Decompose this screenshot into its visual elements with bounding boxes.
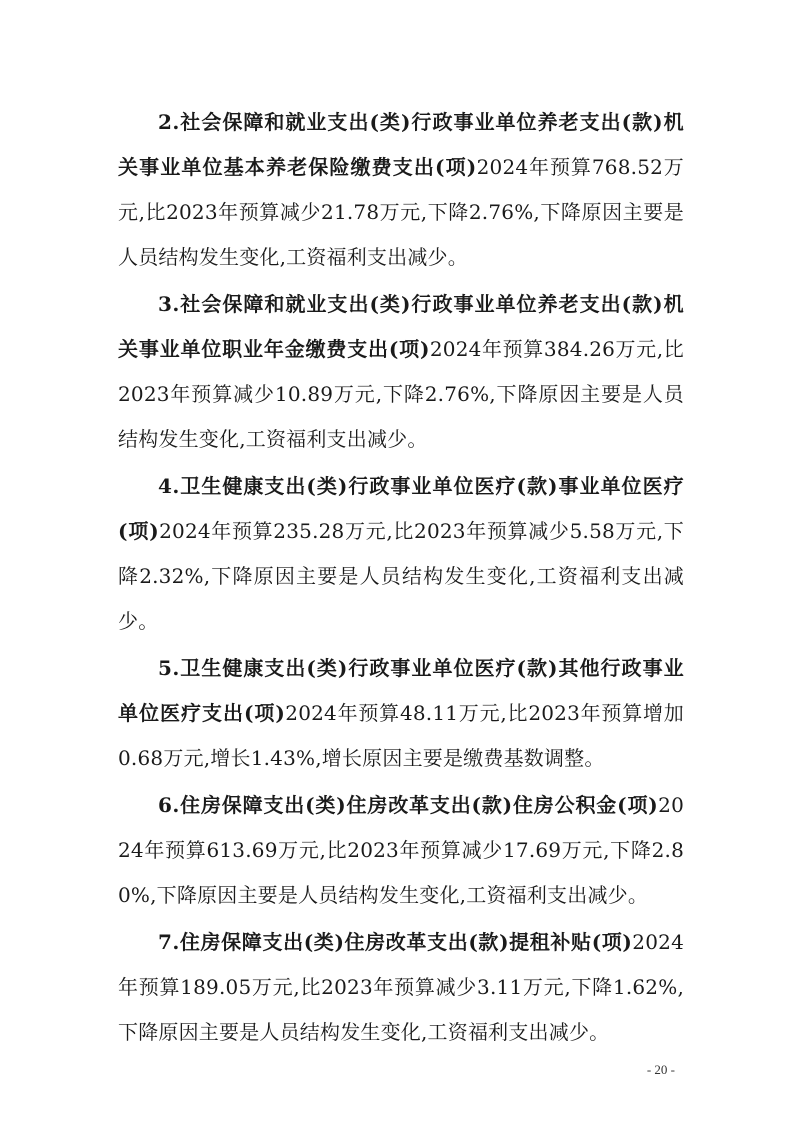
paragraph-text: 2024年预算189.05万元,比2023年预算减少3.11万元,下降1.62%,下降原因主要是人员结构发生变化,工资福利支出减少。 — [118, 930, 684, 1044]
paragraph-item-3 — [118, 282, 684, 462]
paragraph-heading: 2.社会保障和就业支出(类)行政事业单位养老支出(款)机关事业单位基本养老保险缴费支出(项) — [118, 110, 684, 179]
paragraph-text: 2024年预算613.69万元,比2023年预算减少17.69万元,下降2.80%,下降原因主要是人员结构发生变化,工资福利支出减少。 — [118, 793, 684, 907]
page-number: - 20 - — [646, 1062, 675, 1077]
paragraph-heading: 3.社会保障和就业支出(类)行政事业单位养老支出(款)机关事业单位职业年金缴费支出(项) — [118, 292, 684, 361]
paragraph-heading: 5.卫生健康支出(类)行政事业单位医疗(款)其他行政事业单位医疗支出(项) — [118, 656, 684, 725]
paragraph-item-2 — [118, 100, 684, 280]
paragraph-heading: 4.卫生健康支出(类)行政事业单位医疗(款)事业单位医疗(项) — [118, 474, 684, 543]
paragraph-item-5 — [118, 646, 684, 781]
paragraph-text: 2024年预算384.26万元,比2023年预算减少10.89万元,下降2.76%,下降原因主要是人员结构发生变化,工资福利支出减少。 — [118, 337, 685, 451]
paragraph-text: 2024年预算48.11万元,比2023年预算增加0.68万元,增长1.43%,增长原因主要是缴费基数调整。 — [118, 701, 684, 770]
paragraph-item-4 — [118, 464, 684, 644]
paragraph-text: 2024年预算235.28万元,比2023年预算减少5.58万元,下降2.32%,下降原因主要是人员结构发生变化,工资福利支出减少。 — [118, 519, 684, 633]
paragraph-heading: 7.住房保障支出(类)住房改革支出(款)提租补贴(项) — [158, 930, 633, 954]
paragraph-item-6 — [118, 783, 684, 918]
paragraph-text: 2024年预算768.52万元,比2023年预算减少21.78万元,下降2.76%,下降原因主要是人员结构发生变化,工资福利支出减少。 — [118, 155, 684, 269]
paragraph-item-7 — [118, 920, 684, 1055]
document-body — [118, 100, 684, 1057]
paragraph-heading: 6.住房保障支出(类)住房改革支出(款)住房公积金(项) — [158, 793, 659, 817]
